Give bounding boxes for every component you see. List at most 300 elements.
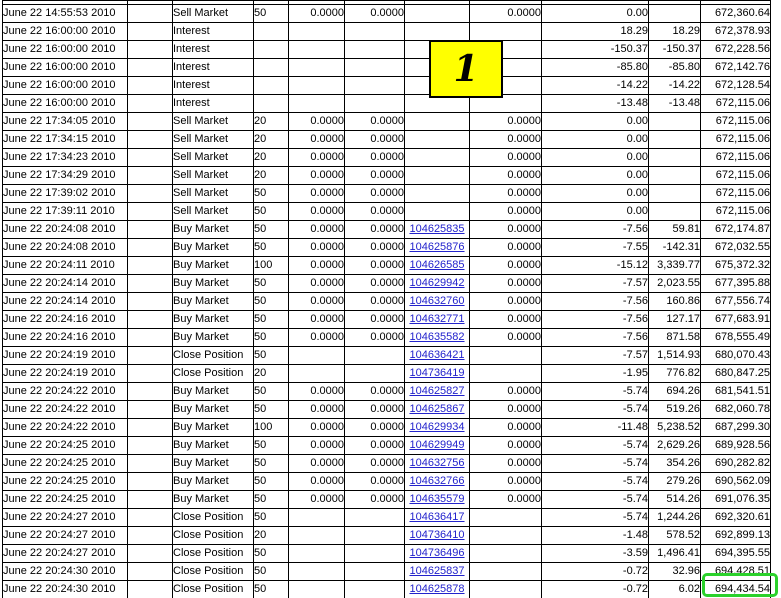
cell-empty <box>128 455 173 473</box>
cell-date: June 22 16:00:00 2010 <box>3 59 128 77</box>
cell-quantity: 50 <box>254 491 289 509</box>
cell-pl: 3,339.77 <box>649 257 701 275</box>
order-id-link[interactable]: 104629949 <box>409 439 465 451</box>
cell-amount: -3.59 <box>542 545 649 563</box>
cell-balance: 681,541.51 <box>701 383 771 401</box>
cell-quantity: 50 <box>254 5 289 23</box>
cell-action: Buy Market <box>173 473 254 491</box>
table-row <box>3 113 771 131</box>
cell-amount: -5.74 <box>542 509 649 527</box>
cell-price-3: 0.0000 <box>470 149 542 167</box>
order-id-link[interactable]: 104625827 <box>409 385 465 397</box>
cell-action: Buy Market <box>173 257 254 275</box>
order-id-link[interactable]: 104736410 <box>409 529 465 541</box>
table-row <box>3 185 771 203</box>
cell-price-3: 0.0000 <box>470 437 542 455</box>
cell-date: June 22 20:24:25 2010 <box>3 491 128 509</box>
cell-action: Buy Market <box>173 293 254 311</box>
cell-quantity: 50 <box>254 473 289 491</box>
cell-order-id <box>405 437 470 455</box>
cell-amount: -1.95 <box>542 365 649 383</box>
cell-date: June 22 20:24:27 2010 <box>3 509 128 527</box>
cell-price-1: 0.0000 <box>289 491 345 509</box>
cell-price-2: 0.0000 <box>345 419 405 437</box>
cell-order-id <box>405 455 470 473</box>
cell-order-id <box>405 275 470 293</box>
cell-date: June 22 16:00:00 2010 <box>3 23 128 41</box>
cell-empty <box>128 365 173 383</box>
cell-price-1: 0.0000 <box>289 383 345 401</box>
order-id-link[interactable]: 104632771 <box>409 313 465 325</box>
cell-price-1: 0.0000 <box>289 455 345 473</box>
cell-order-id <box>405 293 470 311</box>
cell-amount: 0.00 <box>542 113 649 131</box>
cell-date: June 22 17:34:29 2010 <box>3 167 128 185</box>
cell-amount: 0.00 <box>542 185 649 203</box>
order-id-link[interactable]: 104736419 <box>409 367 465 379</box>
cell-empty <box>128 5 173 23</box>
cell-quantity: 50 <box>254 275 289 293</box>
cell-amount: -5.74 <box>542 383 649 401</box>
cell-pl: -85.80 <box>649 59 701 77</box>
order-id-link[interactable]: 104632760 <box>409 295 465 307</box>
cell-price-3: 0.0000 <box>470 383 542 401</box>
cell-price-1: 0.0000 <box>289 437 345 455</box>
cell-quantity: 50 <box>254 383 289 401</box>
cell-pl: 871.58 <box>649 329 701 347</box>
cell-action: Sell Market <box>173 131 254 149</box>
cell-quantity: 50 <box>254 347 289 365</box>
cell-date: June 22 17:34:23 2010 <box>3 149 128 167</box>
cell-balance: 689,928.56 <box>701 437 771 455</box>
cell-pl <box>649 131 701 149</box>
cell-balance: 677,683.91 <box>701 311 771 329</box>
cell-empty <box>128 347 173 365</box>
cell-price-3: 0.0000 <box>470 455 542 473</box>
cell-price-2: 0.0000 <box>345 239 405 257</box>
table-row <box>3 401 771 419</box>
cell-action: Close Position <box>173 365 254 383</box>
cell-price-1 <box>289 23 345 41</box>
cell-balance: 690,282.82 <box>701 455 771 473</box>
cell-empty <box>128 23 173 41</box>
cell-price-2: 0.0000 <box>345 491 405 509</box>
cell-price-2: 0.0000 <box>345 257 405 275</box>
order-id-link[interactable]: 104625837 <box>409 565 465 577</box>
table-row <box>3 59 771 77</box>
table-row <box>3 95 771 113</box>
cell-amount: 0.00 <box>542 149 649 167</box>
cell-date: June 22 20:24:14 2010 <box>3 293 128 311</box>
cell-price-1: 0.0000 <box>289 401 345 419</box>
cell-order-id <box>405 185 470 203</box>
cell-pl: 354.26 <box>649 455 701 473</box>
cell-action: Sell Market <box>173 149 254 167</box>
cell-quantity: 50 <box>254 545 289 563</box>
cell-amount: 18.29 <box>542 23 649 41</box>
cell-price-1 <box>289 95 345 113</box>
cell-quantity <box>254 59 289 77</box>
cell-balance: 672,032.55 <box>701 239 771 257</box>
cell-date: June 22 20:24:25 2010 <box>3 455 128 473</box>
cell-order-id <box>405 257 470 275</box>
cell-action: Buy Market <box>173 383 254 401</box>
cell-price-1 <box>289 41 345 59</box>
cell-balance: 672,360.64 <box>701 5 771 23</box>
cell-action: Buy Market <box>173 239 254 257</box>
cell-date: June 22 20:24:16 2010 <box>3 311 128 329</box>
cell-quantity: 50 <box>254 581 289 598</box>
cell-pl: 6.02 <box>649 581 701 598</box>
cell-date: June 22 17:39:02 2010 <box>3 185 128 203</box>
table-row <box>3 347 771 365</box>
cell-action: Sell Market <box>173 185 254 203</box>
cell-quantity <box>254 23 289 41</box>
cell-price-1: 0.0000 <box>289 131 345 149</box>
cell-price-2: 0.0000 <box>345 329 405 347</box>
cell-order-id <box>405 131 470 149</box>
table-row <box>3 131 771 149</box>
cell-price-2: 0.0000 <box>345 437 405 455</box>
cell-quantity <box>254 41 289 59</box>
cell-price-3: 0.0000 <box>470 185 542 203</box>
cell-pl: 1,244.26 <box>649 509 701 527</box>
cell-price-1: 0.0000 <box>289 185 345 203</box>
cell-quantity <box>254 77 289 95</box>
cell-amount: -5.74 <box>542 437 649 455</box>
table-row <box>3 203 771 221</box>
cell-order-id <box>405 383 470 401</box>
cell-date: June 22 20:24:22 2010 <box>3 383 128 401</box>
cell-empty <box>128 221 173 239</box>
cell-quantity: 50 <box>254 185 289 203</box>
cell-quantity <box>254 95 289 113</box>
cell-balance: 692,320.61 <box>701 509 771 527</box>
cell-price-2: 0.0000 <box>345 221 405 239</box>
cell-price-1: 0.0000 <box>289 149 345 167</box>
cell-empty <box>128 275 173 293</box>
cell-price-1 <box>289 581 345 598</box>
cell-action: Sell Market <box>173 5 254 23</box>
cell-action: Sell Market <box>173 113 254 131</box>
table-row <box>3 527 771 545</box>
cell-price-2 <box>345 95 405 113</box>
cell-quantity: 50 <box>254 239 289 257</box>
cell-price-2: 0.0000 <box>345 383 405 401</box>
cell-price-3: 0.0000 <box>470 401 542 419</box>
table-row <box>3 563 771 581</box>
cell-amount: -7.56 <box>542 311 649 329</box>
cell-price-3 <box>470 23 542 41</box>
cell-amount: -7.57 <box>542 347 649 365</box>
cell-balance: 678,555.49 <box>701 329 771 347</box>
cell-balance: 672,142.76 <box>701 59 771 77</box>
cell-price-3: 0.0000 <box>470 113 542 131</box>
table-row <box>3 365 771 383</box>
sticky-note-annotation: 1 <box>429 40 503 98</box>
cell-order-id <box>405 329 470 347</box>
cell-pl: 59.81 <box>649 221 701 239</box>
table-row <box>3 473 771 491</box>
cell-amount: -7.56 <box>542 221 649 239</box>
cell-amount: -15.12 <box>542 257 649 275</box>
cell-date: June 22 20:24:22 2010 <box>3 419 128 437</box>
cell-action: Buy Market <box>173 455 254 473</box>
order-id-link[interactable]: 104629942 <box>409 277 465 289</box>
order-id-link[interactable]: 104625867 <box>409 403 465 415</box>
cell-pl <box>649 149 701 167</box>
order-id-link[interactable]: 104736496 <box>409 547 465 559</box>
cell-date: June 22 20:24:30 2010 <box>3 581 128 598</box>
cell-price-1 <box>289 347 345 365</box>
cell-balance: 682,060.78 <box>701 401 771 419</box>
cell-price-1: 0.0000 <box>289 203 345 221</box>
cell-pl: 279.26 <box>649 473 701 491</box>
table-row <box>3 311 771 329</box>
cell-empty <box>128 149 173 167</box>
cell-action: Close Position <box>173 509 254 527</box>
cell-order-id <box>405 401 470 419</box>
table-row <box>3 239 771 257</box>
cell-empty <box>128 113 173 131</box>
cell-order-id <box>405 545 470 563</box>
cell-price-2: 0.0000 <box>345 401 405 419</box>
cell-amount: 0.00 <box>542 203 649 221</box>
cell-balance: 694,428.51 <box>701 563 771 581</box>
table-row <box>3 257 771 275</box>
cell-price-1 <box>289 527 345 545</box>
cell-price-2 <box>345 41 405 59</box>
cell-empty <box>128 563 173 581</box>
cell-balance: 672,115.06 <box>701 113 771 131</box>
cell-empty <box>128 437 173 455</box>
cell-pl: 694.26 <box>649 383 701 401</box>
cell-amount: -5.74 <box>542 473 649 491</box>
cell-balance: 672,115.06 <box>701 95 771 113</box>
table-row <box>3 5 771 23</box>
order-id-link[interactable]: 104632766 <box>409 475 465 487</box>
cell-price-2 <box>345 563 405 581</box>
cell-balance: 677,556.74 <box>701 293 771 311</box>
cell-price-1: 0.0000 <box>289 113 345 131</box>
cell-pl: 32.96 <box>649 563 701 581</box>
cell-quantity: 20 <box>254 131 289 149</box>
cell-pl <box>649 185 701 203</box>
cell-price-2 <box>345 581 405 598</box>
cell-price-3: 0.0000 <box>470 491 542 509</box>
table-row <box>3 491 771 509</box>
cell-balance: 677,395.88 <box>701 275 771 293</box>
cell-order-id <box>405 149 470 167</box>
cell-balance: 690,562.09 <box>701 473 771 491</box>
cell-price-2 <box>345 59 405 77</box>
cell-action: Interest <box>173 95 254 113</box>
cell-quantity: 50 <box>254 203 289 221</box>
cell-price-2: 0.0000 <box>345 149 405 167</box>
cell-date: June 22 20:24:19 2010 <box>3 365 128 383</box>
cell-empty <box>128 77 173 95</box>
cell-action: Sell Market <box>173 167 254 185</box>
cell-order-id <box>405 203 470 221</box>
cell-price-2: 0.0000 <box>345 455 405 473</box>
cell-pl: 2,023.55 <box>649 275 701 293</box>
table-row <box>3 77 771 95</box>
table-row <box>3 167 771 185</box>
cell-pl: -13.48 <box>649 95 701 113</box>
table-row <box>3 329 771 347</box>
cell-empty <box>128 203 173 221</box>
cell-balance: 675,372.32 <box>701 257 771 275</box>
cell-amount: -7.57 <box>542 275 649 293</box>
cell-quantity: 20 <box>254 149 289 167</box>
cell-order-id <box>405 23 470 41</box>
cell-action: Buy Market <box>173 329 254 347</box>
cell-quantity: 50 <box>254 401 289 419</box>
cell-order-id <box>405 563 470 581</box>
cell-balance: 680,070.43 <box>701 347 771 365</box>
cell-balance: 680,847.25 <box>701 365 771 383</box>
order-id-link[interactable]: 104636421 <box>409 349 465 361</box>
cell-price-1: 0.0000 <box>289 239 345 257</box>
cell-pl: -14.22 <box>649 77 701 95</box>
cell-order-id <box>405 491 470 509</box>
cell-price-1: 0.0000 <box>289 311 345 329</box>
cell-pl <box>649 167 701 185</box>
cell-empty <box>128 293 173 311</box>
cell-action: Close Position <box>173 545 254 563</box>
cell-balance: 692,899.13 <box>701 527 771 545</box>
cell-empty <box>128 401 173 419</box>
cell-empty <box>128 59 173 77</box>
cell-pl: 514.26 <box>649 491 701 509</box>
cell-price-2 <box>345 545 405 563</box>
cell-balance: 691,076.35 <box>701 491 771 509</box>
cell-date: June 22 17:34:15 2010 <box>3 131 128 149</box>
cell-action: Buy Market <box>173 491 254 509</box>
cell-order-id <box>405 311 470 329</box>
order-id-link[interactable]: 104625878 <box>409 583 465 595</box>
cell-price-3: 0.0000 <box>470 419 542 437</box>
cell-date: June 22 20:24:14 2010 <box>3 275 128 293</box>
cell-date: June 22 20:24:30 2010 <box>3 563 128 581</box>
cell-date: June 22 20:24:19 2010 <box>3 347 128 365</box>
order-id-link[interactable]: 104629934 <box>409 421 465 433</box>
cell-price-3 <box>470 365 542 383</box>
cell-price-2: 0.0000 <box>345 113 405 131</box>
cell-pl: 1,496.41 <box>649 545 701 563</box>
cell-balance: 672,115.06 <box>701 149 771 167</box>
cell-amount: -1.48 <box>542 527 649 545</box>
cell-price-3 <box>470 563 542 581</box>
cell-order-id <box>405 581 470 598</box>
cell-price-1 <box>289 509 345 527</box>
cell-balance: 694,395.55 <box>701 545 771 563</box>
cell-balance: 672,115.06 <box>701 131 771 149</box>
order-id-link[interactable]: 104625835 <box>409 223 465 235</box>
cell-price-3 <box>470 527 542 545</box>
cell-empty <box>128 329 173 347</box>
cell-action: Buy Market <box>173 221 254 239</box>
cell-action: Sell Market <box>173 203 254 221</box>
table-row <box>3 419 771 437</box>
cell-price-2: 0.0000 <box>345 275 405 293</box>
cell-pl: 776.82 <box>649 365 701 383</box>
cell-quantity: 20 <box>254 113 289 131</box>
cell-price-3: 0.0000 <box>470 473 542 491</box>
cell-empty <box>128 311 173 329</box>
cell-price-2 <box>345 509 405 527</box>
cell-pl <box>649 5 701 23</box>
cell-balance: 672,115.06 <box>701 167 771 185</box>
table-row <box>3 509 771 527</box>
cell-date: June 22 20:24:27 2010 <box>3 527 128 545</box>
cell-price-3: 0.0000 <box>470 239 542 257</box>
cell-amount: -0.72 <box>542 563 649 581</box>
order-id-link[interactable]: 104632756 <box>409 457 465 469</box>
cell-amount: -13.48 <box>542 95 649 113</box>
table-row <box>3 383 771 401</box>
order-id-link[interactable]: 104625876 <box>409 241 465 253</box>
cell-amount: -85.80 <box>542 59 649 77</box>
cell-price-1: 0.0000 <box>289 473 345 491</box>
order-id-link[interactable]: 104635579 <box>409 493 465 505</box>
cell-price-2: 0.0000 <box>345 473 405 491</box>
cell-price-1: 0.0000 <box>289 419 345 437</box>
cell-date: June 22 16:00:00 2010 <box>3 95 128 113</box>
table-row <box>3 221 771 239</box>
cell-price-3: 0.0000 <box>470 167 542 185</box>
table-row <box>3 437 771 455</box>
cell-pl: 5,238.52 <box>649 419 701 437</box>
order-id-link[interactable]: 104635582 <box>409 331 465 343</box>
cell-price-1: 0.0000 <box>289 329 345 347</box>
cell-order-id <box>405 347 470 365</box>
cell-amount: -7.56 <box>542 293 649 311</box>
cell-date: June 22 20:24:27 2010 <box>3 545 128 563</box>
cell-price-3 <box>470 581 542 598</box>
cell-amount: -7.55 <box>542 239 649 257</box>
cell-quantity: 50 <box>254 455 289 473</box>
cell-balance: 672,228.56 <box>701 41 771 59</box>
cell-quantity: 20 <box>254 365 289 383</box>
cell-empty <box>128 581 173 598</box>
cell-amount: 0.00 <box>542 167 649 185</box>
cell-empty <box>128 167 173 185</box>
table-row <box>3 275 771 293</box>
cell-pl: 519.26 <box>649 401 701 419</box>
cell-price-1 <box>289 77 345 95</box>
cell-empty <box>128 239 173 257</box>
cell-price-2: 0.0000 <box>345 5 405 23</box>
cell-price-1 <box>289 563 345 581</box>
cell-balance: 672,378.93 <box>701 23 771 41</box>
cell-order-id <box>405 365 470 383</box>
order-id-link[interactable]: 104626585 <box>409 259 465 271</box>
cell-order-id <box>405 113 470 131</box>
cell-quantity: 20 <box>254 167 289 185</box>
cell-order-id <box>405 509 470 527</box>
cell-empty <box>128 527 173 545</box>
cell-amount: -14.22 <box>542 77 649 95</box>
cell-action: Buy Market <box>173 401 254 419</box>
cell-amount: -0.72 <box>542 581 649 598</box>
cell-price-1: 0.0000 <box>289 5 345 23</box>
order-id-link[interactable]: 104636417 <box>409 511 465 523</box>
cell-order-id <box>405 239 470 257</box>
cell-pl <box>649 203 701 221</box>
cell-price-1: 0.0000 <box>289 275 345 293</box>
cell-amount: -5.74 <box>542 401 649 419</box>
